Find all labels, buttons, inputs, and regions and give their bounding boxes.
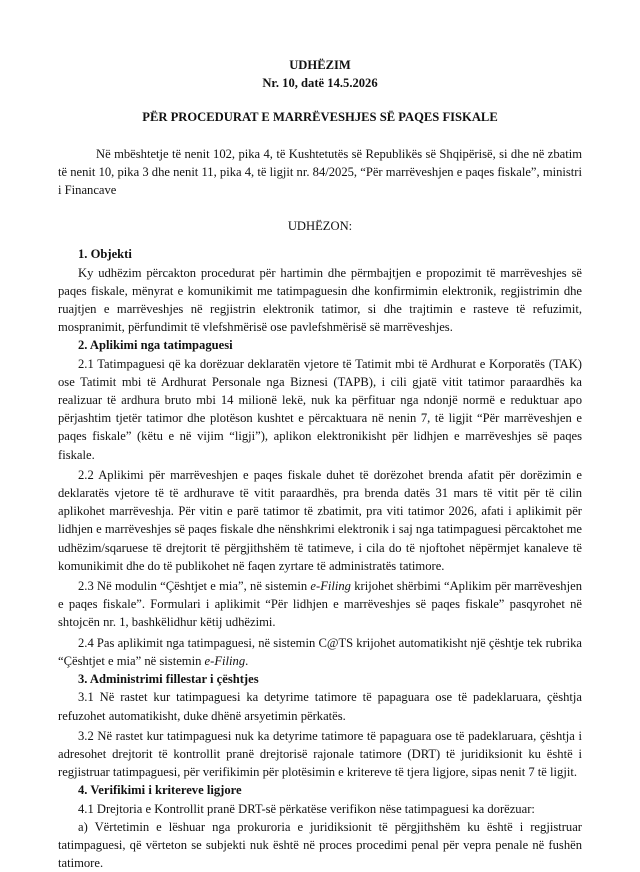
section-paragraph: 4.1 Drejtoria e Kontrollit pranë DRT-së përkatëse verifikon nëse tatimpaguesi ka dorëzuar:	[78, 801, 535, 816]
section-paragraph: Ky udhëzim përcakton procedurat për hartimin dhe përmbajtjen e propozimit të marrëveshjes së paqes fiskale, mënyrat e komunikimit me tatimpaguesin dhe konfirmimin elektronik, regjistrimin dhe ruajtjen e marrëveshjes në regjistrin elektronik tatimor, si dhe trajtimin e rasteve të refuzimit, mospranimit, përfundimit të vlefshmërisë ose pavlefshmërisë së marrëveshjes.	[58, 265, 582, 335]
section-paragraph: 3.2 Në rastet kur tatimpaguesi nuk ka detyrime tatimore të papaguara ose të padeklaruara, çështja i adresohet drejtorit të kontrollit pranë drejtorisë rajonale tatimore (DRT) të juridiksionit ku është i regjistruar tatimpaguesi, për verifikimin për plotësimin e kritereve të tjera ligjore, sipas nenit 7 të ligjit.	[58, 728, 582, 780]
section-heading: 1. Objekti	[78, 247, 132, 262]
section-heading: 2. Aplikimi nga tatimpaguesi	[78, 338, 233, 353]
section-1	[58, 245, 582, 336]
section-3	[58, 670, 582, 781]
section-heading: 4. Verifikimi i kritereve ligjore	[78, 783, 242, 798]
section-4	[58, 781, 582, 872]
emphasis-text: e-Filing	[310, 579, 351, 594]
section-paragraph	[58, 634, 582, 670]
section-paragraph: a) Vërtetimin e lëshuar nga prokuroria e juridiksionit të përgjithshëm ku është i regjistruar tatimpaguesi, që vërteton se subjekti nuk është në proces procedimi penal për vepra penale në fushën tatimore.	[58, 819, 582, 871]
directive-heading: UDHËZON:	[287, 219, 353, 234]
section-paragraph	[58, 577, 582, 632]
document-number-date: Nr. 10, datë 14.5.2026	[262, 76, 378, 91]
paragraph-text: 2.3 Në modulin “Çështjet e mia”, në sistemin	[78, 579, 311, 594]
paragraph-text: .	[245, 653, 249, 668]
preamble-paragraph: Në mbështetje të nenit 102, pika 4, të Kushtetutës së Republikës së Shqipërisë, si dhe në zbatim të nenit 10, pika 3 dhe nenit 11, pika 4, të ligjit nr. 84/2025, “Për marrëveshjen e paqes fiskale”, ministri i Financave	[58, 146, 582, 198]
document-header	[58, 56, 582, 127]
emphasis-text: e-Filing	[204, 653, 246, 668]
paragraph-text: 2.4 Pas aplikimit nga tatimpaguesi, në sistemin C@TS krijohet automatikisht një çështje tek rubrika “Çështjet e mia” në sistemin	[58, 635, 582, 668]
section-paragraph: 3.1 Në rastet kur tatimpaguesi ka detyrime tatimore të papaguara ose të padeklaruara, çështja refuzohet automatikisht, duke dhënë arsyetimin përkatës.	[58, 690, 582, 723]
section-2	[58, 336, 582, 670]
section-paragraph: 2.1 Tatimpaguesi që ka dorëzuar deklaratën vjetore të Tatimit mbi të Ardhurat e Korporatës (TAK) ose Tatimit mbi të Ardhurat Personale nga Biznesi (TAPB), i cili gjatë vitit tatimor paraardhës ka realizuar të ardhura bruto mbi 14 milionë lekë, nuk ka përfituar nga ndonjë normë e reduktuar apo përjashtim tjetër tatimor dhe plotëson kushtet e përcaktuara në nenin 7, të ligjit “Për marrëveshjen e paqes fiskale” (këtu e në vijim “ligji”), aplikon elektronikisht për lidhjen e marrëveshjes së paqes fiskale.	[58, 356, 582, 462]
document-subject-title: PËR PROCEDURAT E MARRËVESHJES SË PAQES FISKALE	[142, 110, 498, 125]
document-type-title: UDHËZIM	[289, 58, 351, 72]
section-heading: 3. Administrimi fillestar i çështjes	[78, 672, 259, 687]
section-paragraph: 2.2 Aplikimi për marrëveshjen e paqes fiskale duhet të dorëzohet brenda afatit për dorëzimin e deklaratës vjetore të të ardhurave të vitit paraardhës, pra brenda datës 31 mars të vitit për të cilin aplikohet marrëveshja. Për vitin e parë tatimor të zbatimit, pra viti tatimor 2026, afati i aplikimit për lidhjen e marrëveshjes së paqes fiskale dhe nënshkrimi elektronik i saj nga tatimpaguesi përcaktohet me udhëzim/sqaruese të drejtorit të përgjithshëm të tatimeve, i cila do të njoftohet nëpërmjet kanaleve të komunikimit dhe do të publikohet në faqen zyrtare të administratës tatimore.	[58, 467, 582, 573]
paragraph-text: krijohet shërbimi “Aplikim për marrëveshjen e paqes fiskale”. Formulari i aplikimit “Për lidhjen e marrëveshjes së paqes fiskale” pasqyrohet në shtojcën nr. 1, bashkëlidhur këtij udhëzimi.	[58, 579, 582, 630]
